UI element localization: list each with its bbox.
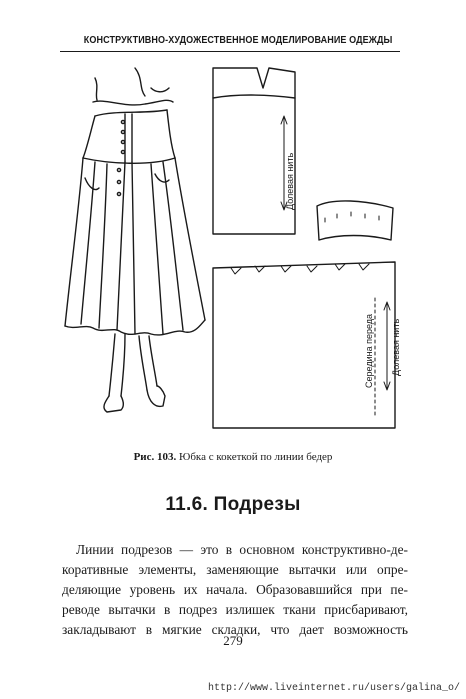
section-heading: 11.6. Подрезы [165,494,301,515]
header-rule [60,51,400,52]
running-header: КОНСТРУКТИВНО-ХУДОЖЕСТВЕННОЕ МОДЕЛИРОВАНИЕ ОДЕЖДЫ [83,34,393,46]
figure-caption-text: Юбка с кокеткой по линии бедер [179,451,333,463]
paragraph-line: коративные элементы, заменяющие вытачки или опре- [62,562,408,577]
grain-line-label-bottom: Долевая нить [391,318,401,376]
body-paragraph [62,540,408,640]
grain-line-label-top: Долевая нить [285,152,295,210]
figure-103 [55,58,415,448]
watermark-url: http://www.liveinternet.ru/users/galina_o/ [207,683,460,694]
paragraph-line: Линии подрезов — это в основном конструктивно-де- [76,542,408,557]
paragraph-line: закладывают в мягкие складки, что дает возможность [62,622,408,637]
figure-caption-label: Рис. 103. [133,451,177,463]
skirt-sketch [65,68,205,412]
figure-illustration [55,58,415,448]
paragraph-line: деляющие уровень их начала. Образовавшийся при пе- [62,582,408,597]
paragraph-line: реводе вытачки в подрез излишек ткани присбаривают, [62,602,408,617]
front-middle-label: Середина переда [364,313,374,388]
figure-caption [60,451,406,463]
page-number: 279 [223,633,243,648]
